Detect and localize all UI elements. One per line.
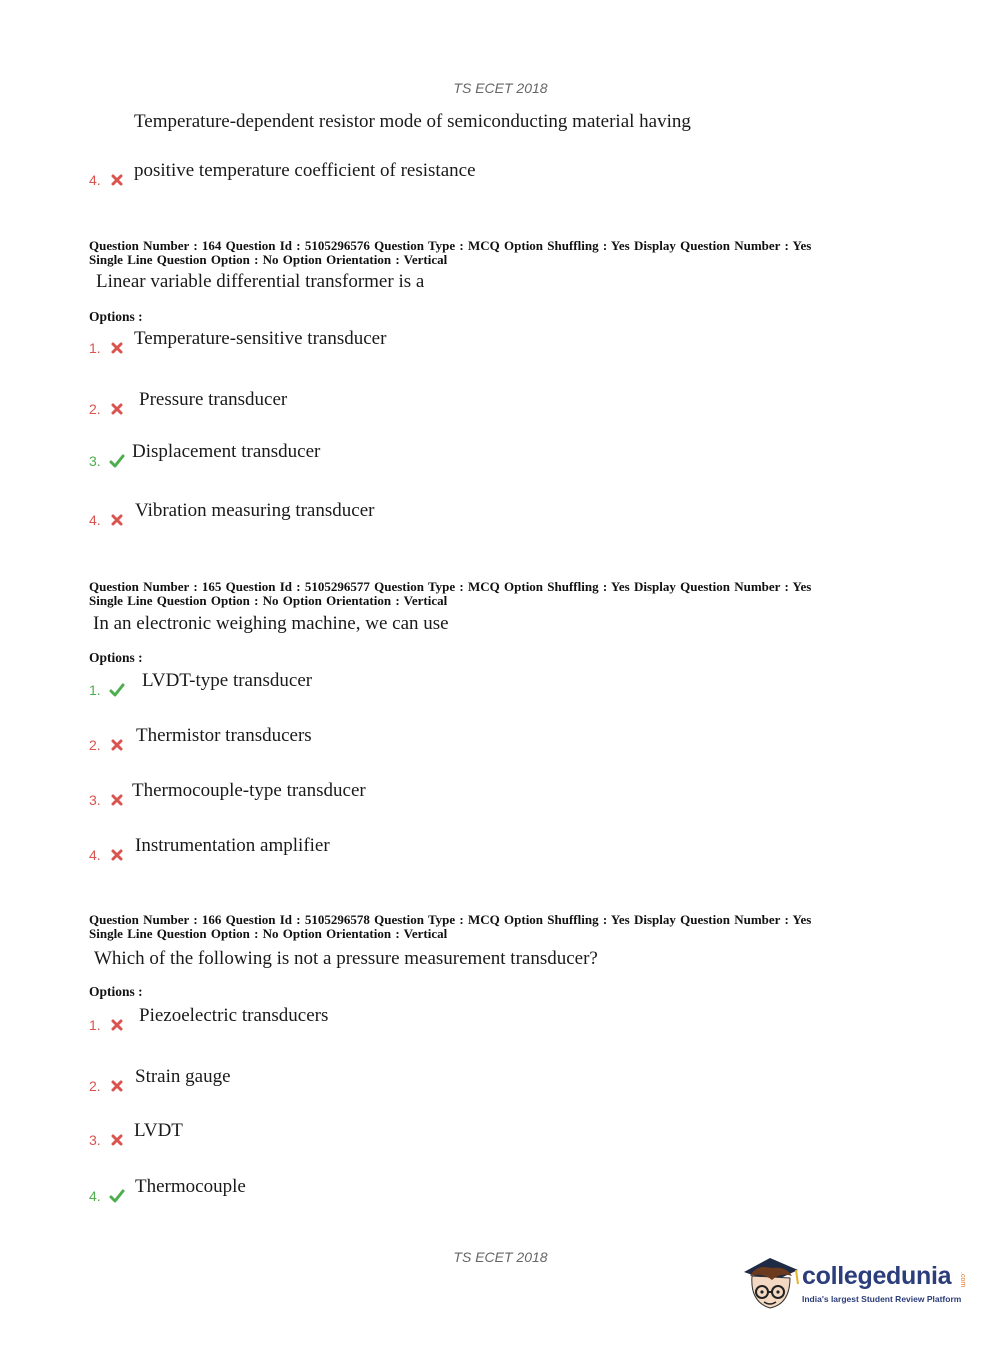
brand-suffix: .com [959, 1272, 966, 1288]
option-text: LVDT [134, 1120, 183, 1141]
question-165-meta [89, 580, 909, 608]
option-4[interactable] [89, 835, 789, 863]
option-text: Vibration measuring transducer [135, 500, 375, 521]
brand-tagline: India's largest Student Review Platform [802, 1294, 962, 1304]
options-label: Options : [89, 309, 143, 324]
option-number: 2. [89, 1078, 101, 1094]
option-text: Temperature-sensitive transducer [134, 328, 387, 349]
option-text: Instrumentation amplifier [135, 835, 330, 856]
cross-icon [109, 1078, 125, 1094]
meta-line-1: Question Number : 165 Question Id : 5105296577 Question Type : MCQ Option Shuffling : Yes Display Question Number : Yes [89, 579, 812, 594]
cross-icon [109, 401, 125, 417]
option-number: 4. [89, 847, 101, 863]
option-text: Strain gauge [135, 1066, 231, 1087]
option-text: positive temperature coefficient of resistance [134, 160, 476, 181]
question-164-meta [89, 239, 909, 267]
option-3[interactable] [89, 780, 789, 808]
option-1[interactable] [89, 670, 789, 698]
option-text: LVDT-type transducer [142, 670, 313, 691]
options-label: Options : [89, 984, 143, 999]
option-3[interactable] [89, 441, 789, 469]
option-4[interactable] [89, 1176, 789, 1204]
option-4[interactable] [89, 500, 789, 528]
cross-icon [109, 1132, 125, 1148]
cross-icon [109, 737, 125, 753]
checkmark-icon [109, 682, 125, 698]
meta-line-2: Single Line Question Option : No Option Orientation : Vertical [89, 252, 448, 267]
meta-line-2: Single Line Question Option : No Option Orientation : Vertical [89, 926, 448, 941]
option-1[interactable] [89, 1005, 789, 1033]
checkmark-icon [109, 453, 125, 469]
checkmark-icon [109, 1188, 125, 1204]
option-number: 1. [89, 1017, 101, 1033]
cross-icon [109, 847, 125, 863]
option-2[interactable] [89, 389, 789, 417]
option-2[interactable] [89, 725, 789, 753]
question-166-meta [89, 913, 909, 941]
page-header: TS ECET 2018 [453, 80, 548, 96]
question-165-stem: In an electronic weighing machine, we can use [93, 613, 449, 634]
option-number: 3. [89, 1132, 101, 1148]
option-2[interactable] [89, 1066, 789, 1094]
meta-line-1: Question Number : 164 Question Id : 5105296576 Question Type : MCQ Option Shuffling : Yes Display Question Number : Yes [89, 238, 812, 253]
option-1[interactable] [89, 328, 789, 356]
option-text: Thermocouple [135, 1176, 246, 1197]
option-text: Thermocouple-type transducer [132, 780, 366, 801]
cross-icon [109, 340, 125, 356]
cross-icon [109, 172, 125, 188]
option-number: 1. [89, 682, 101, 698]
meta-line-2: Single Line Question Option : No Option Orientation : Vertical [89, 593, 448, 608]
question-164-stem: Linear variable differential transformer is a [96, 271, 425, 292]
option-number: 2. [89, 401, 101, 417]
previous-option-4[interactable] [89, 160, 789, 188]
previous-question-stem-tail: Temperature-dependent resistor mode of semiconducting material having [134, 111, 691, 132]
cross-icon [109, 792, 125, 808]
meta-line-1: Question Number : 166 Question Id : 5105296578 Question Type : MCQ Option Shuffling : Yes Display Question Number : Yes [89, 912, 812, 927]
option-3[interactable] [89, 1120, 789, 1148]
cross-icon [109, 512, 125, 528]
option-text: Piezoelectric transducers [139, 1005, 329, 1026]
cross-icon [109, 1017, 125, 1033]
option-number: 2. [89, 737, 101, 753]
page-footer: TS ECET 2018 [453, 1249, 548, 1265]
question-166-stem: Which of the following is not a pressure measurement transducer? [94, 948, 598, 969]
options-label: Options : [89, 650, 143, 665]
option-number: 1. [89, 340, 101, 356]
brand-name: collegedunia [802, 1262, 952, 1290]
option-text: Displacement transducer [132, 441, 321, 462]
option-number: 4. [89, 172, 101, 188]
mascot-graduate-icon [740, 1250, 802, 1318]
option-number: 4. [89, 512, 101, 528]
option-text: Thermistor transducers [136, 725, 312, 746]
option-number: 3. [89, 453, 101, 469]
option-number: 3. [89, 792, 101, 808]
option-number: 4. [89, 1188, 101, 1204]
option-text: Pressure transducer [139, 389, 288, 410]
collegedunia-logo[interactable] [740, 1250, 970, 1320]
